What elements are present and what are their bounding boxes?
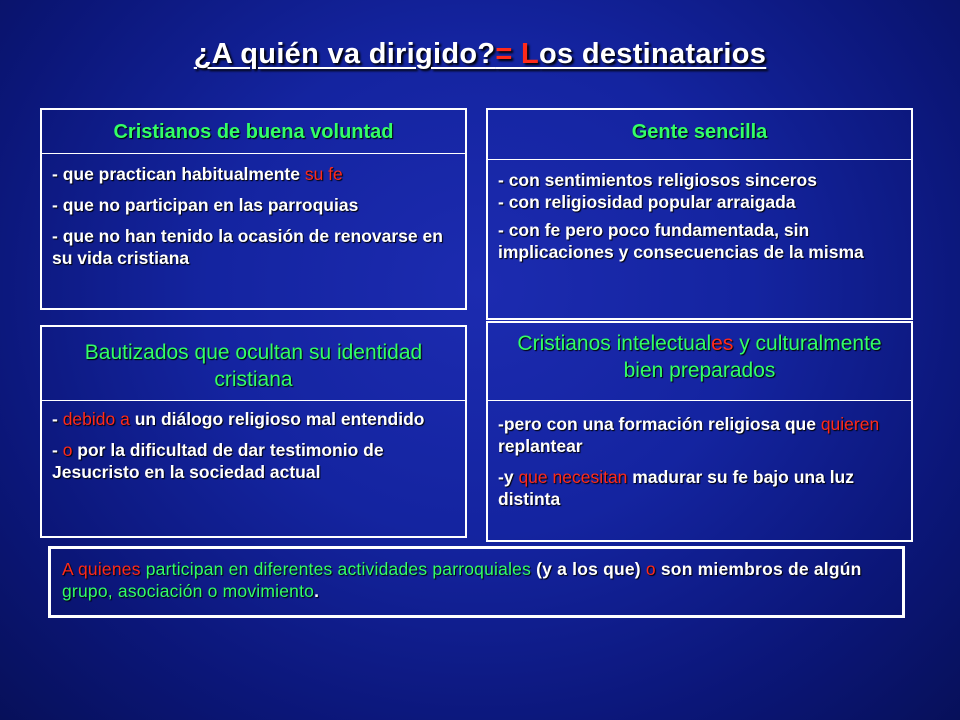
list-item: -pero con una formación religiosa que quieren replantear xyxy=(498,414,880,456)
list-item: - o por la dificultad de dar testimonio de Jesucristo en la sociedad actual xyxy=(52,440,384,482)
footer-text: . xyxy=(314,581,320,601)
footer-text: A quienes xyxy=(62,559,141,579)
box-intelectuales xyxy=(486,321,913,542)
title-equals: = L xyxy=(495,38,540,70)
list-item: - que no participan en las parroquias xyxy=(52,195,359,215)
list-item: - con fe pero poco fundamentada, sin implicaciones y consecuencias de la misma xyxy=(498,220,864,262)
list-item: - con sentimientos religiosos sinceros - con religiosidad popular arraigada xyxy=(498,170,817,212)
footer-text: participan en diferentes actividades parroquiales xyxy=(140,559,532,579)
box-bautizados xyxy=(40,325,467,538)
footer-text: o xyxy=(645,559,656,579)
box-heading: Bautizados que ocultan su identidad cristiana xyxy=(42,327,465,401)
slide-title xyxy=(0,38,960,71)
list-item: -y que necesitan madurar su fe bajo una luz distinta xyxy=(498,467,854,509)
footer-text: (y a los que) xyxy=(531,559,646,579)
list-item: - debido a un diálogo religioso mal entendido xyxy=(52,409,425,429)
list-item: - que no han tenido la ocasión de renovarse en su vida cristiana xyxy=(52,226,443,268)
box-buena-voluntad xyxy=(40,108,467,310)
box-heading: Cristianos intelectuales y culturalmente bien preparados xyxy=(488,323,911,401)
footer-text: son miembros de algún xyxy=(655,559,862,579)
title-destinatarios: os destinatarios xyxy=(539,38,767,70)
box-gente-sencilla xyxy=(486,108,913,320)
footer-box xyxy=(48,546,905,618)
footer-text: grupo, asociación o movimiento xyxy=(62,581,315,601)
box-heading: Gente sencilla xyxy=(488,110,911,160)
box-heading: Cristianos de buena voluntad xyxy=(42,110,465,154)
list-item: - que practican habitualmente su fe xyxy=(52,164,343,184)
title-question: ¿A quién va dirigido? xyxy=(193,38,496,70)
